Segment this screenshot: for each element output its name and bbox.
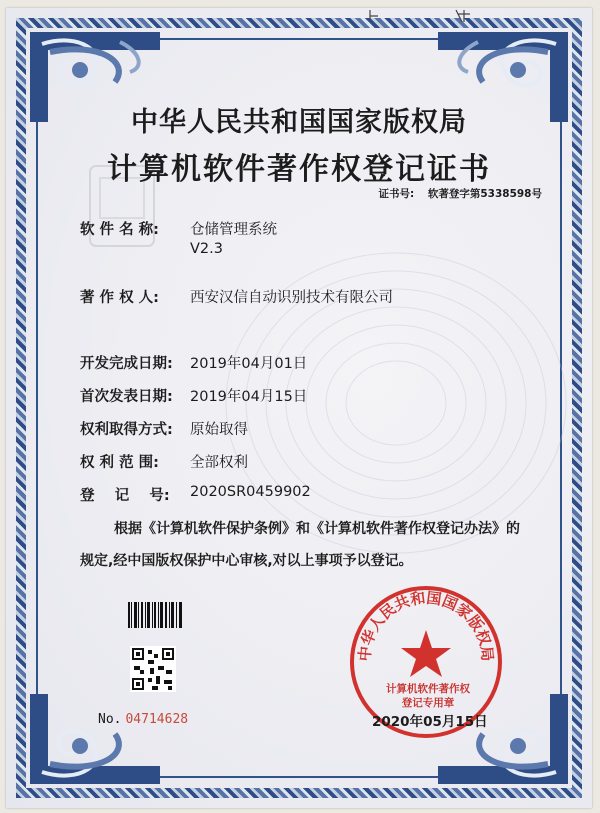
field-completion-date (80, 352, 307, 373)
field-rights-scope (80, 451, 248, 472)
field-label: 著 作 权 人: (80, 290, 159, 306)
field-software-name (80, 218, 277, 257)
certificate-sheet (6, 8, 592, 808)
certificate-number-value: 软著登字第5338598号 (427, 188, 542, 200)
statement-line-2: 规定,经中国版权保护中心审核,对以上事项予以登记。 (80, 553, 413, 569)
software-version-value: V2.3 (190, 241, 223, 257)
certificate-number (378, 186, 542, 201)
serial-value: 04714628 (125, 712, 189, 727)
field-value (190, 218, 277, 257)
barcode-icon (128, 602, 182, 628)
seal-line-1: 计算机软件著作权 (386, 683, 470, 695)
qr-code-icon (130, 646, 176, 692)
field-value: 2019年04月15日 (190, 389, 308, 405)
corner-ornament-icon (20, 684, 170, 794)
issuer-title: 中华人民共和国国家版权局 (131, 107, 467, 138)
field-value: 全部权利 (190, 455, 248, 471)
field-label: 权利取得方式: (80, 422, 173, 438)
field-value: 2019年04月01日 (190, 356, 308, 372)
field-label: 软 件 名 称: (80, 222, 159, 238)
field-value: 西安汉信自动识别技术有限公司 (190, 290, 393, 306)
seal-ring-text: 中华人民共和国国家版权局 (355, 588, 497, 662)
field-label: 权 利 范 围: (80, 455, 159, 471)
serial-prefix: No. (98, 712, 122, 727)
seal-line-2: 登记专用章 (401, 697, 455, 709)
field-label: 开发完成日期: (80, 356, 173, 372)
certificate-number-label: 证书号: (378, 188, 415, 200)
software-name-value: 仓储管理系统 (190, 222, 277, 238)
field-copyright-owner (80, 286, 393, 307)
field-value: 原始取得 (190, 422, 248, 438)
field-first-publish-date (80, 385, 307, 406)
issue-date: 2020年05月15日 (372, 714, 488, 730)
field-label: 登 记 号: (80, 488, 170, 504)
handwritten-mark (366, 8, 486, 24)
field-registration-number (80, 484, 311, 505)
field-acquisition-method (80, 418, 248, 439)
registration-statement (80, 513, 550, 577)
serial-number (98, 712, 188, 727)
certificate-title: 计算机软件著作权登记证书 (107, 152, 491, 187)
statement-line-1: 根据《计算机软件保护条例》和《计算机软件著作权登记办法》的 (114, 521, 520, 537)
field-value: 2020SR0459902 (190, 484, 311, 500)
field-label: 首次发表日期: (80, 389, 173, 405)
